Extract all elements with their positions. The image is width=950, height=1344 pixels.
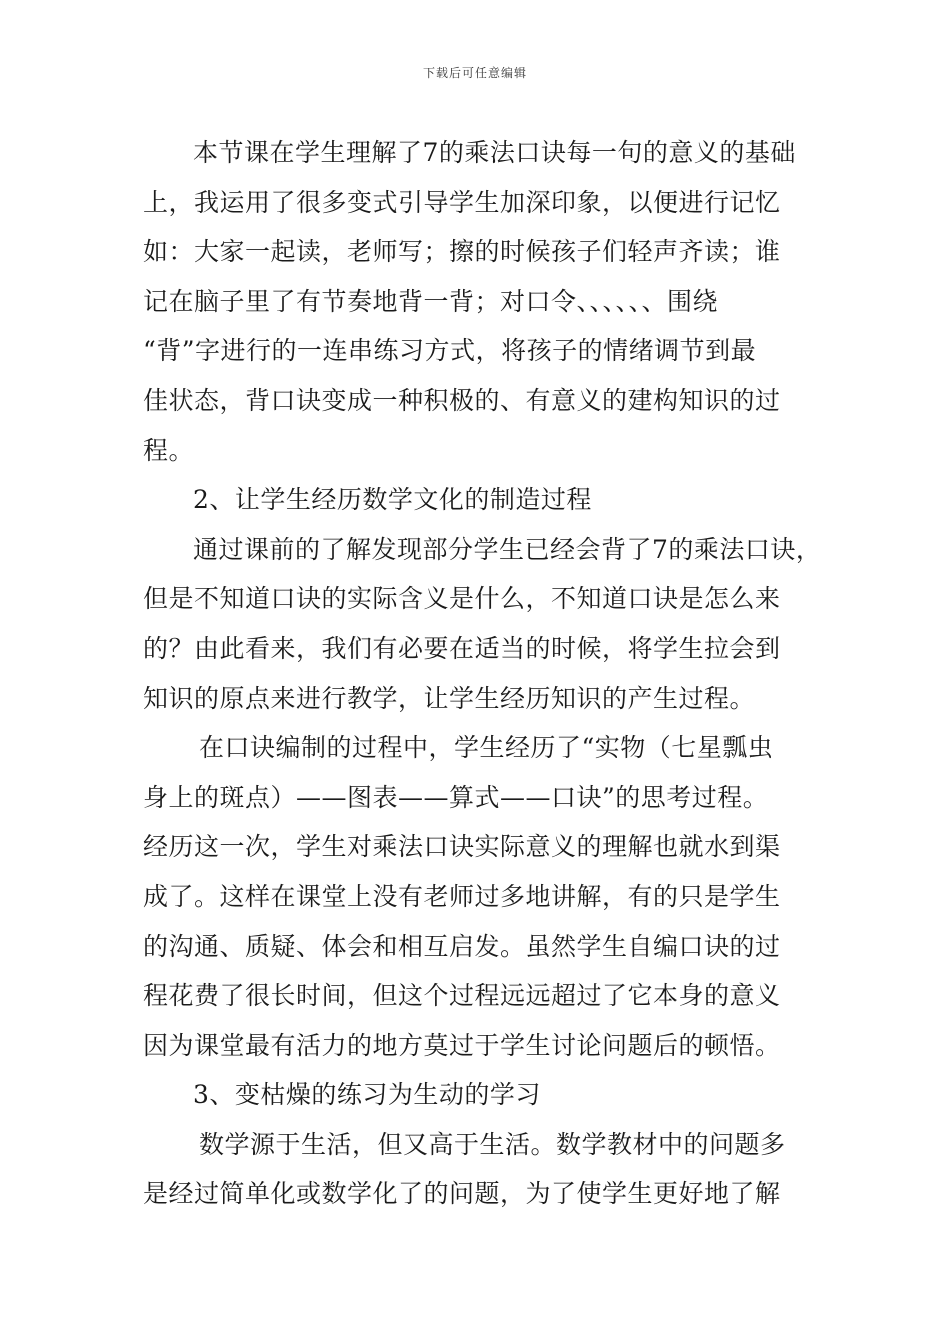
- paragraph-line: 的沟通、质疑、体会和相互启发。虽然学生自编口诀的过: [143, 931, 781, 961]
- section-heading: 2、让学生经历数学文化的制造过程: [193, 485, 592, 515]
- paragraph-line: 如：大家一起读，老师写；擦的时候孩子们轻声齐读；谁: [143, 237, 781, 267]
- paragraph-line: 是经过简单化或数学化了的问题，为了使学生更好地了解: [143, 1179, 781, 1209]
- section-heading: 3、变枯燥的练习为生动的学习: [193, 1080, 541, 1110]
- paragraph-line: 在口诀编制的过程中，学生经历了“实物（七星瓢虫: [199, 733, 774, 763]
- paragraph-line: 上，我运用了很多变式引导学生加深印象，以便进行记忆: [143, 187, 781, 217]
- paragraph-line: 因为课堂最有活力的地方莫过于学生讨论问题后的顿悟。: [143, 1030, 781, 1060]
- paragraph-line: 知识的原点来进行教学，让学生经历知识的产生过程。: [143, 683, 756, 713]
- paragraph-line: 程。: [143, 435, 195, 465]
- paragraph-line: 本节课在学生理解了7的乘法口诀每一句的意义的基础: [193, 138, 796, 167]
- paragraph-line: 成了。这样在课堂上没有老师过多地讲解，有的只是学生: [143, 881, 781, 911]
- paragraph-line: 记在脑子里了有节奏地背一背；对口令、、、、、、围绕: [143, 286, 719, 316]
- paragraph-line: 但是不知道口诀的实际含义是什么，不知道口诀是怎么来: [143, 584, 781, 614]
- paragraph-line: “背”字进行的一连串练习方式，将孩子的情绪调节到最: [143, 336, 757, 366]
- paragraph-line: 佳状态，背口诀变成一种积极的、有意义的建构知识的过: [143, 385, 781, 415]
- document-body: [143, 128, 822, 1219]
- paragraph-line: 程花费了很长时间，但这个过程远远超过了它本身的意义: [143, 981, 781, 1011]
- paragraph-line: 经历这一次，学生对乘法口诀实际意义的理解也就水到渠: [143, 832, 781, 862]
- paragraph-line: 数学源于生活，但又高于生活。数学教材中的问题多: [199, 1129, 786, 1159]
- paragraph-line: 的？由此看来，我们有必要在适当的时候，将学生拉会到: [143, 633, 781, 663]
- paragraph-line: 通过课前的了解发现部分学生已经会背了7的乘法口诀，: [193, 534, 822, 564]
- paragraph-line: 身上的斑点）——图表——算式——口诀”的思考过程。: [143, 782, 769, 812]
- page-header: 下载后可任意编辑: [422, 66, 527, 80]
